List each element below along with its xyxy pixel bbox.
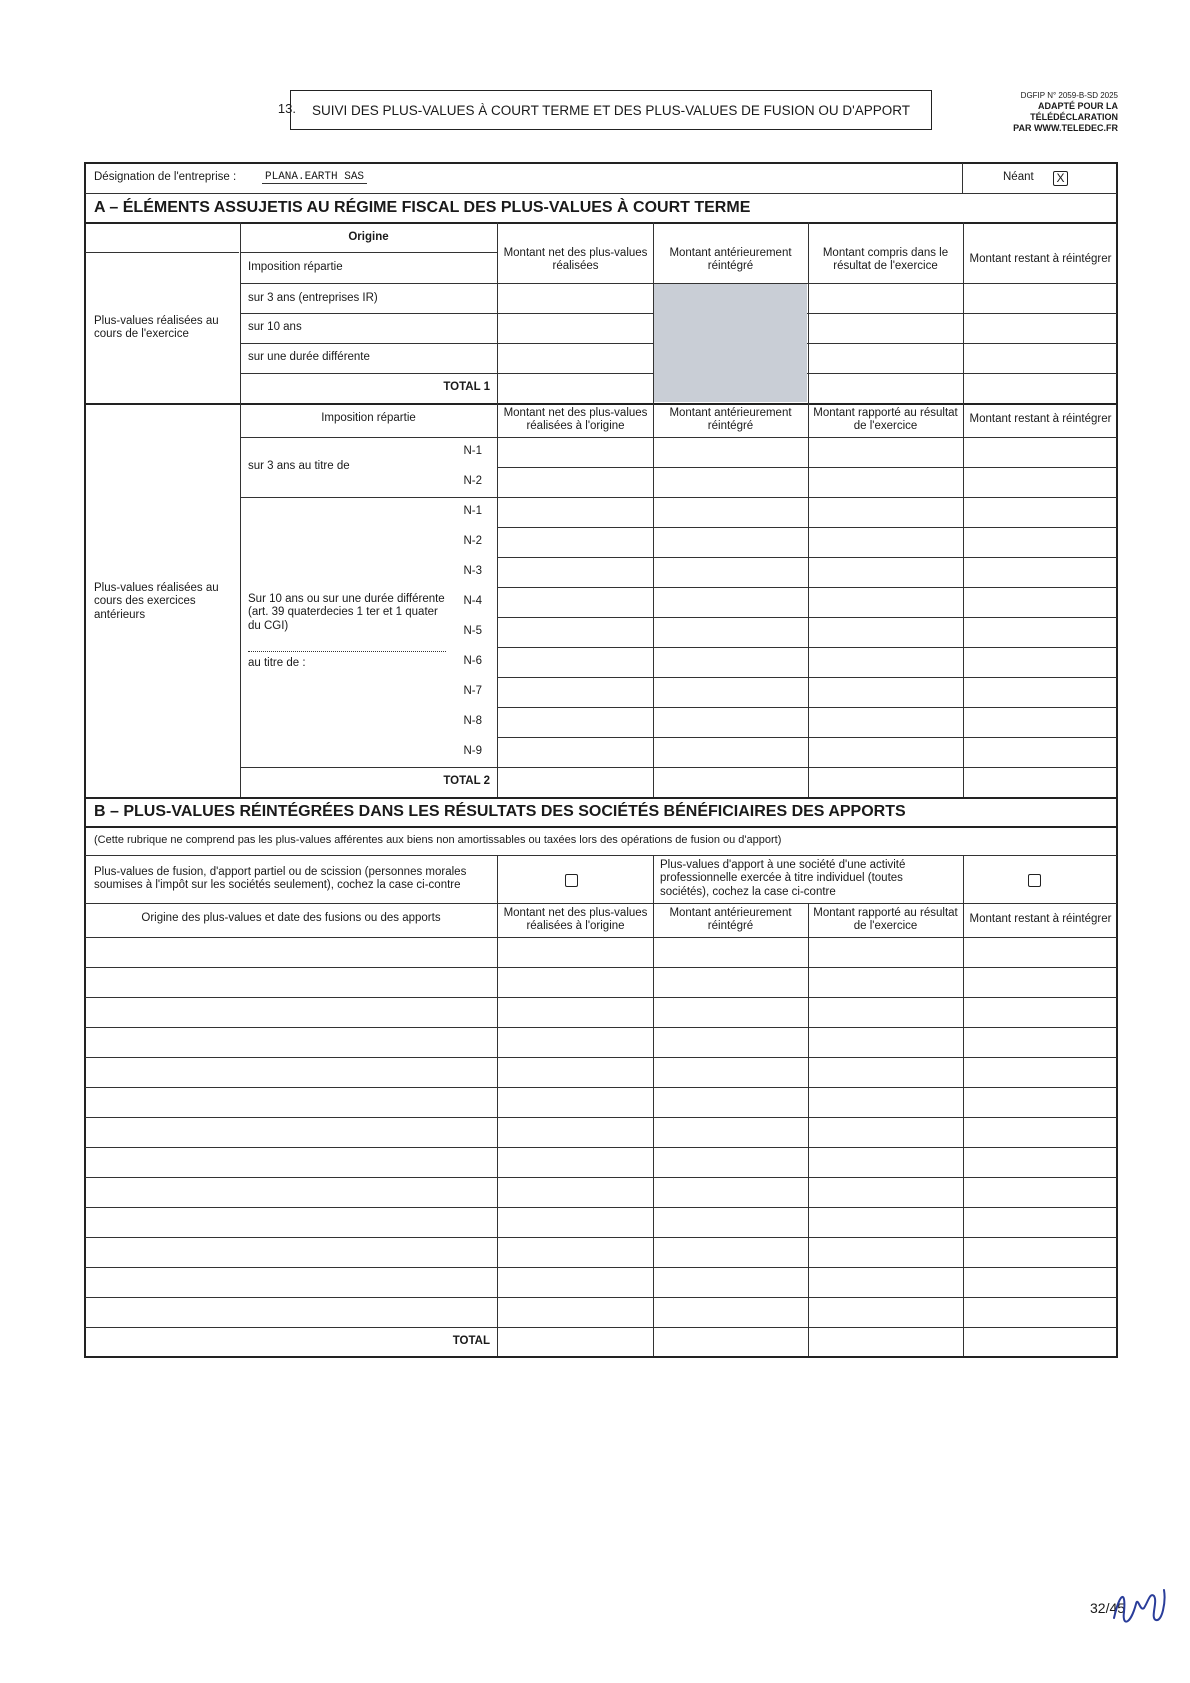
checkbox2-label: Plus-values d'apport à une société d'une activité professionnelle exercée à titre individuel (toutes sociétés), cochez la case ci-contre <box>660 858 906 898</box>
origine-fusion-header: Origine des plus-values et date des fusions ou des apports <box>141 912 441 925</box>
imposition-header: Imposition répartie <box>248 261 343 274</box>
year-10-n4: N-4 <box>463 595 482 608</box>
row-sur10ans: sur 10 ans <box>248 321 302 334</box>
year-10-n7: N-7 <box>463 685 482 698</box>
col4-header: Montant restant à réintégrer <box>969 253 1112 266</box>
adapted-line-1: ADAPTÉ POUR LA <box>1037 101 1118 111</box>
form-code: DGFIP N° 2059-B-SD 2025 <box>1020 91 1118 100</box>
form-title: SUIVI DES PLUS-VALUES À COURT TERME ET DES PLUS-VALUES DE FUSION OU D'APPORT <box>290 90 932 130</box>
origine-header: Origine <box>348 231 389 244</box>
imposition-header-2: Imposition répartie <box>321 412 416 425</box>
sur10ans-label: Sur 10 ans ou sur une durée différente (art. 39 quaterdecies 1 ter et 1 quater du CGI) <box>248 592 445 632</box>
page-number: 32/45 <box>1090 1600 1126 1616</box>
group2-label: Plus-values réalisées au cours des exercices antérieurs <box>94 581 219 621</box>
col1-header-2: Montant net des plus-values réalisées à l'origine <box>503 406 648 432</box>
year-10-n3: N-3 <box>463 565 482 578</box>
col4-header-2: Montant restant à réintégrer <box>969 413 1112 426</box>
col3-header: Montant compris dans le résultat de l'exercice <box>822 246 949 272</box>
group1-label: Plus-values réalisées au cours de l'exercice <box>94 314 219 340</box>
total-1-label: TOTAL 1 <box>443 381 490 394</box>
neant-checkbox[interactable]: X <box>1053 171 1068 186</box>
checkbox1-label: Plus-values de fusion, d'apport partiel ou de scission (personnes morales soumises à l'impôt sur les sociétés seulement), cochez la case ci-contre <box>94 865 467 891</box>
total-2-label: TOTAL 2 <box>443 775 490 788</box>
col2-header: Montant antérieurement réintégré <box>669 246 792 272</box>
row-sur3ans-ir: sur 3 ans (entreprises IR) <box>248 291 378 304</box>
fusion-checkbox[interactable] <box>565 874 578 887</box>
year-10-n8: N-8 <box>463 715 482 728</box>
section-b-title: B – PLUS-VALUES RÉINTÉGRÉES DANS LES RÉSULTATS DES SOCIÉTÉS BÉNÉFICIAIRES DES APPORTS <box>94 803 906 821</box>
year-n2: N-2 <box>463 475 482 488</box>
adapted-line-2: TÉLÉDÉCLARATION <box>1030 112 1118 122</box>
col3-header-2: Montant rapporté au résultat de l'exercice <box>813 406 958 432</box>
form-reference <box>990 90 1118 134</box>
year-10-n9: N-9 <box>463 745 482 758</box>
year-10-n6: N-6 <box>463 655 482 668</box>
neant-label: Néant <box>1003 171 1034 184</box>
au-titre-de-label: au titre de : <box>248 657 306 670</box>
company-label: Désignation de l'entreprise : <box>94 171 237 184</box>
col1-header: Montant net des plus-values réalisées <box>503 246 648 272</box>
section-b-note: (Cette rubrique ne comprend pas les plus-values afférentes aux biens non amortissables ou taxées lors des opérations de fusion ou d'apport) <box>94 834 782 847</box>
year-n1: N-1 <box>463 445 482 458</box>
section-number: 13. <box>277 101 296 116</box>
b-col4-header: Montant restant à réintégrer <box>969 913 1112 926</box>
adapted-line-3: PAR WWW.TELEDEC.FR <box>1013 123 1118 133</box>
company-name-field[interactable]: PLANA.EARTH SAS <box>262 171 367 184</box>
year-10-n5: N-5 <box>463 625 482 638</box>
sur3ans-label: sur 3 ans au titre de <box>248 460 350 473</box>
section-a-title: A – ÉLÉMENTS ASSUJETIS AU RÉGIME FISCAL DES PLUS-VALUES À COURT TERME <box>94 199 751 217</box>
b-col2-header: Montant antérieurement réintégré <box>669 906 792 932</box>
year-10-n2: N-2 <box>463 535 482 548</box>
year-10-n1: N-1 <box>463 505 482 518</box>
b-col1-header: Montant net des plus-values réalisées à l'origine <box>503 906 648 932</box>
signature-icon <box>1110 1582 1170 1632</box>
row-duree-differente: sur une durée différente <box>248 351 370 364</box>
b-col3-header: Montant rapporté au résultat de l'exercice <box>813 906 958 932</box>
shaded-cell <box>654 284 807 402</box>
apport-checkbox[interactable] <box>1028 874 1041 887</box>
col2-header-2: Montant antérieurement réintégré <box>669 406 792 432</box>
total-label: TOTAL <box>452 1335 490 1348</box>
